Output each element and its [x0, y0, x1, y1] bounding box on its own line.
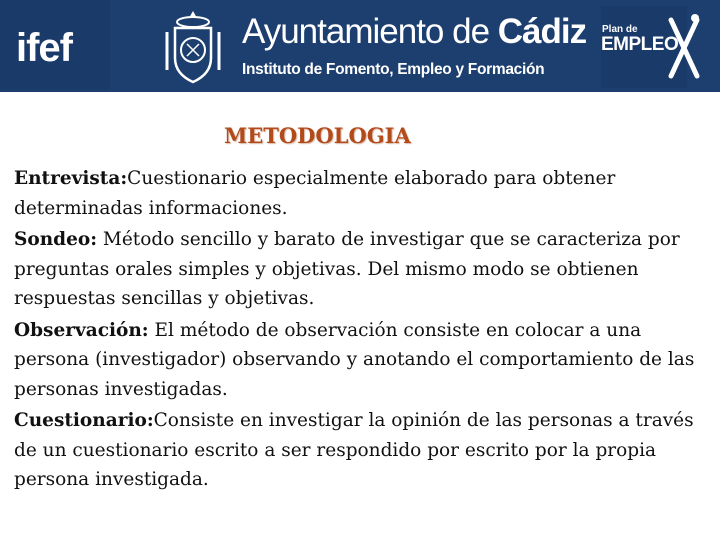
- method-observacion: Observación: El método de observación consiste en colocar a una persona (investigador) observando y anotando el comportamiento de las personas investigadas.: [14, 319, 695, 400]
- ifef-logo: ifef: [16, 26, 72, 70]
- method-entrevista: Entrevista:Cuestionario especialmente elaborado para obtener determinadas informaciones.: [14, 168, 616, 219]
- institute-subtitle: Instituto de Fomento, Empleo y Formación: [242, 61, 545, 78]
- method-cuestionario: Cuestionario:Consiste en investigar la opinión de las personas a través de un cuestionario escrito a ser respondido por escrito por la propia persona investigada.: [14, 410, 694, 490]
- city-title: Ayuntamiento de Cádiz: [242, 12, 587, 51]
- method-sondeo: Sondeo: Método sencillo y barato de investigar que se caracteriza por preguntas orales simples y objetivas. Del mismo modo se obtienen respuestas sencillas y objetivas.: [14, 229, 680, 309]
- ifef-logo-box: [0, 0, 110, 90]
- plan-logo-big: EMPLEO: [601, 34, 679, 55]
- plan-logo-small: Plan de: [602, 24, 638, 35]
- slide-body: [14, 164, 714, 497]
- city-crest-icon: [163, 8, 223, 86]
- header-banner: [0, 0, 720, 92]
- slide-title: METODOLOGIA: [224, 123, 411, 148]
- plan-figure-icon: [665, 12, 703, 84]
